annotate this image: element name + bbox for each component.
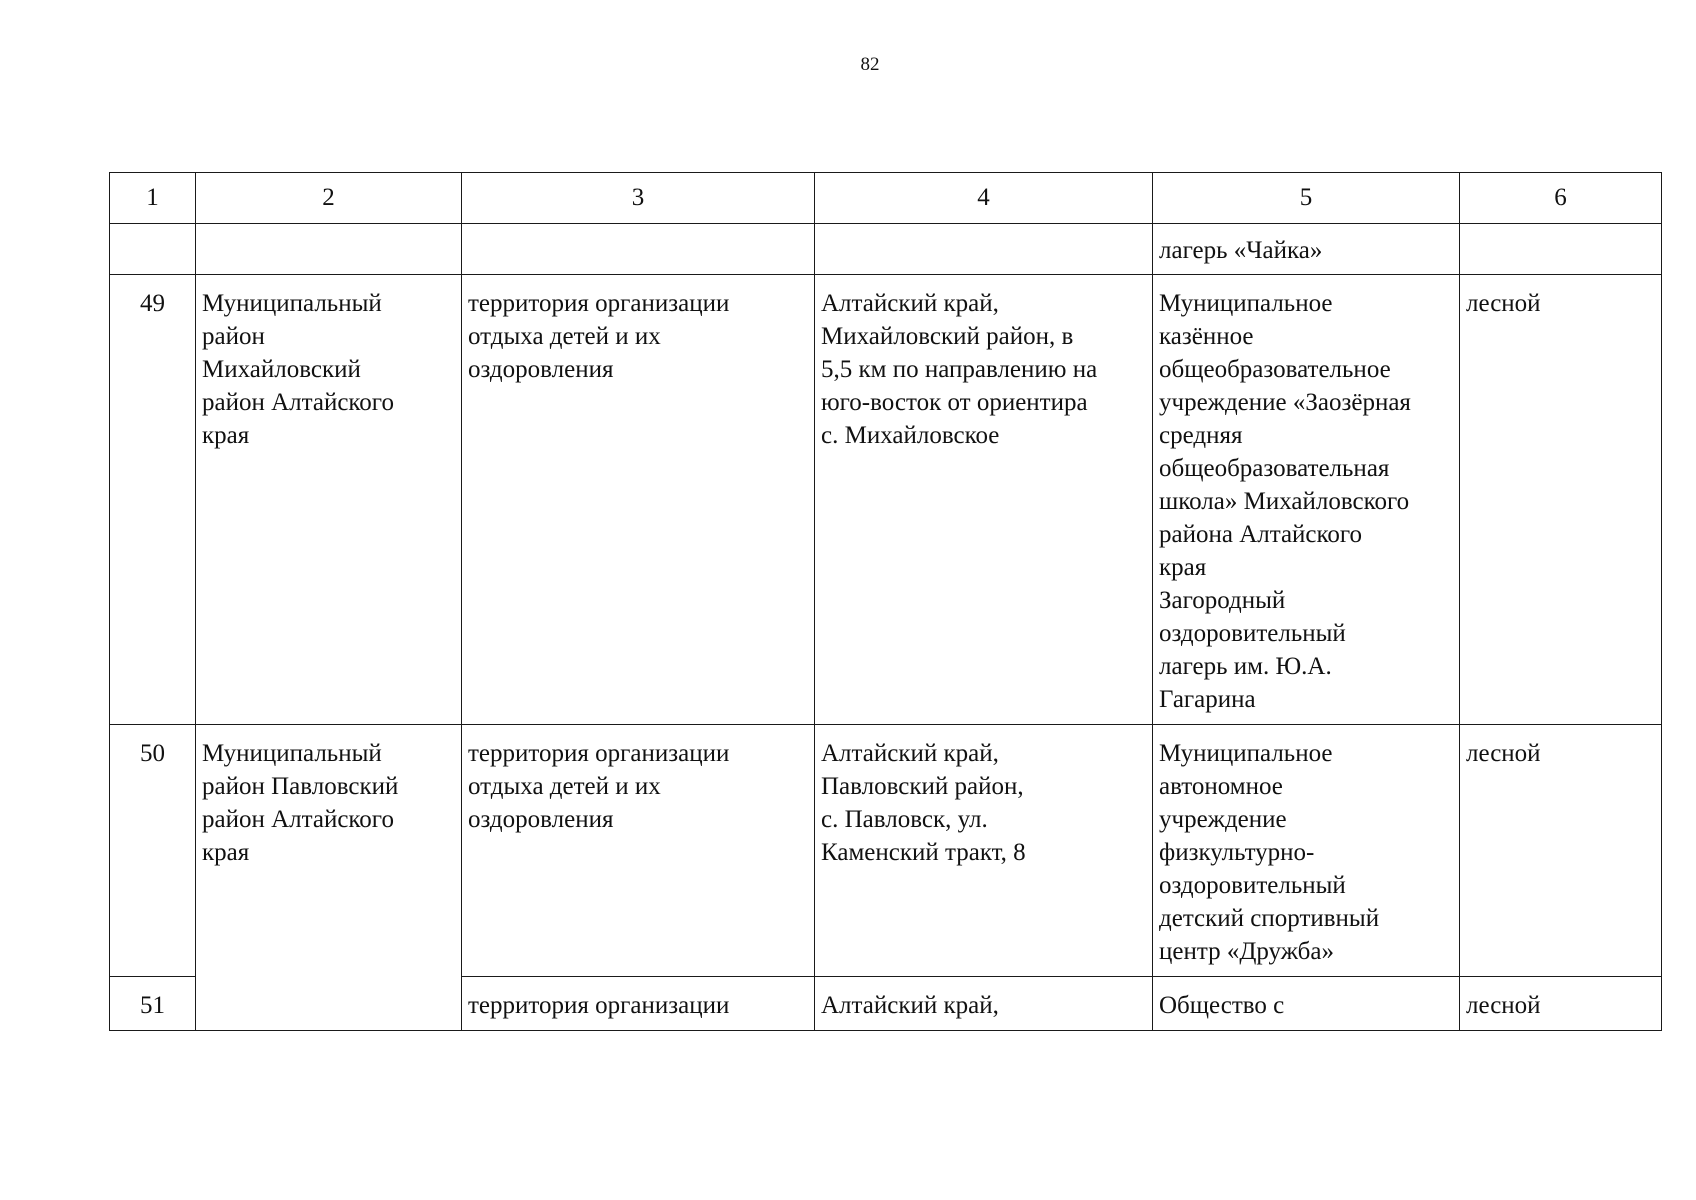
text-line: средняя (1159, 422, 1243, 449)
text-line: оздоровления (468, 806, 614, 833)
text-line: оздоровления (468, 356, 614, 383)
text-line: детский спортивный (1159, 905, 1380, 932)
page-number: 82 (860, 54, 880, 75)
cell-address (815, 275, 1153, 725)
text-line: Михайловский (202, 356, 361, 383)
text-line: общеобразовательная (1159, 455, 1390, 482)
cell-organization (1153, 224, 1460, 275)
text-line: оздоровительный (1159, 620, 1346, 647)
text-line: юго-восток от ориентира (821, 389, 1088, 416)
text-line: территория организации (468, 290, 730, 317)
text-line: Муниципальный (202, 290, 382, 317)
text-line: с. Михайловское (821, 422, 1000, 449)
cell-row-number: 49 (110, 275, 196, 725)
cell-territory (462, 977, 815, 1031)
text-line: Гагарина (1159, 686, 1256, 713)
cell-empty (110, 224, 196, 275)
text-line: 5,5 км по направлению на (821, 356, 1098, 383)
text-line: территория организации (468, 992, 730, 1019)
text-line: Загородный (1159, 587, 1286, 614)
table-row-50 (110, 725, 1662, 977)
cell-organization (1153, 977, 1460, 1031)
text-line: района Алтайского (1159, 521, 1363, 548)
cell-empty (196, 224, 462, 275)
cell-type: лесной (1460, 275, 1662, 725)
table-row-49 (110, 275, 1662, 725)
cell-organization (1153, 275, 1460, 725)
column-number-row (110, 173, 1662, 224)
cell-type: лесной (1460, 725, 1662, 977)
text-line: Алтайский край, (821, 290, 999, 317)
text-line: школа» Михайловского (1159, 488, 1410, 515)
column-number-1: 1 (110, 173, 196, 224)
text-line: Павловский район, (821, 773, 1024, 800)
text-line: учреждение «Заозёрная (1159, 389, 1411, 416)
text-line: Общество с (1159, 992, 1285, 1019)
text-line: учреждение (1159, 806, 1287, 833)
text-line: отдыха детей и их (468, 773, 661, 800)
continuation-row (110, 224, 1662, 275)
cell-district (196, 725, 462, 1031)
text-line: район Алтайского (202, 806, 394, 833)
text-line: район Алтайского (202, 389, 394, 416)
text-line: Алтайский край, (821, 740, 999, 767)
cell-empty (462, 224, 815, 275)
text-line: края (1159, 554, 1207, 581)
column-number-5: 5 (1153, 173, 1460, 224)
text-line: Муниципальное (1159, 740, 1333, 767)
cell-district (196, 275, 462, 725)
text-line: Муниципальное (1159, 290, 1333, 317)
text-line: оздоровительный (1159, 872, 1346, 899)
column-number-2: 2 (196, 173, 462, 224)
cell-type: лесной (1460, 977, 1662, 1031)
text-line: Каменский тракт, 8 (821, 839, 1026, 866)
registry-table (109, 172, 1662, 1031)
cell-address (815, 725, 1153, 977)
text-line: территория организации (468, 740, 730, 767)
text-line: Михайловский район, в (821, 323, 1074, 350)
text-line: район (202, 323, 265, 350)
cell-organization (1153, 725, 1460, 977)
text-line: с. Павловск, ул. (821, 806, 988, 833)
column-number-6: 6 (1460, 173, 1662, 224)
cell-row-number: 50 (110, 725, 196, 977)
column-number-4: 4 (815, 173, 1153, 224)
text-line: казённое (1159, 323, 1254, 350)
cell-territory (462, 275, 815, 725)
cell-empty (1460, 224, 1662, 275)
cell-territory (462, 725, 815, 977)
text-line: физкультурно- (1159, 839, 1315, 866)
text-line: общеобразовательное (1159, 356, 1391, 383)
cell-address (815, 977, 1153, 1031)
text-line: Муниципальный (202, 740, 382, 767)
text-line: отдыха детей и их (468, 323, 661, 350)
text-line: район Павловский (202, 773, 399, 800)
text-line: центр «Дружба» (1159, 938, 1334, 965)
text-line: края (202, 422, 250, 449)
column-number-3: 3 (462, 173, 815, 224)
text-line: края (202, 839, 250, 866)
cell-empty (815, 224, 1153, 275)
text-line: автономное (1159, 773, 1283, 800)
cell-row-number: 51 (110, 977, 196, 1031)
text-line: Алтайский край, (821, 992, 999, 1019)
text-line: лагерь им. Ю.А. (1159, 653, 1332, 680)
text-line: лагерь «Чайка» (1159, 237, 1323, 264)
